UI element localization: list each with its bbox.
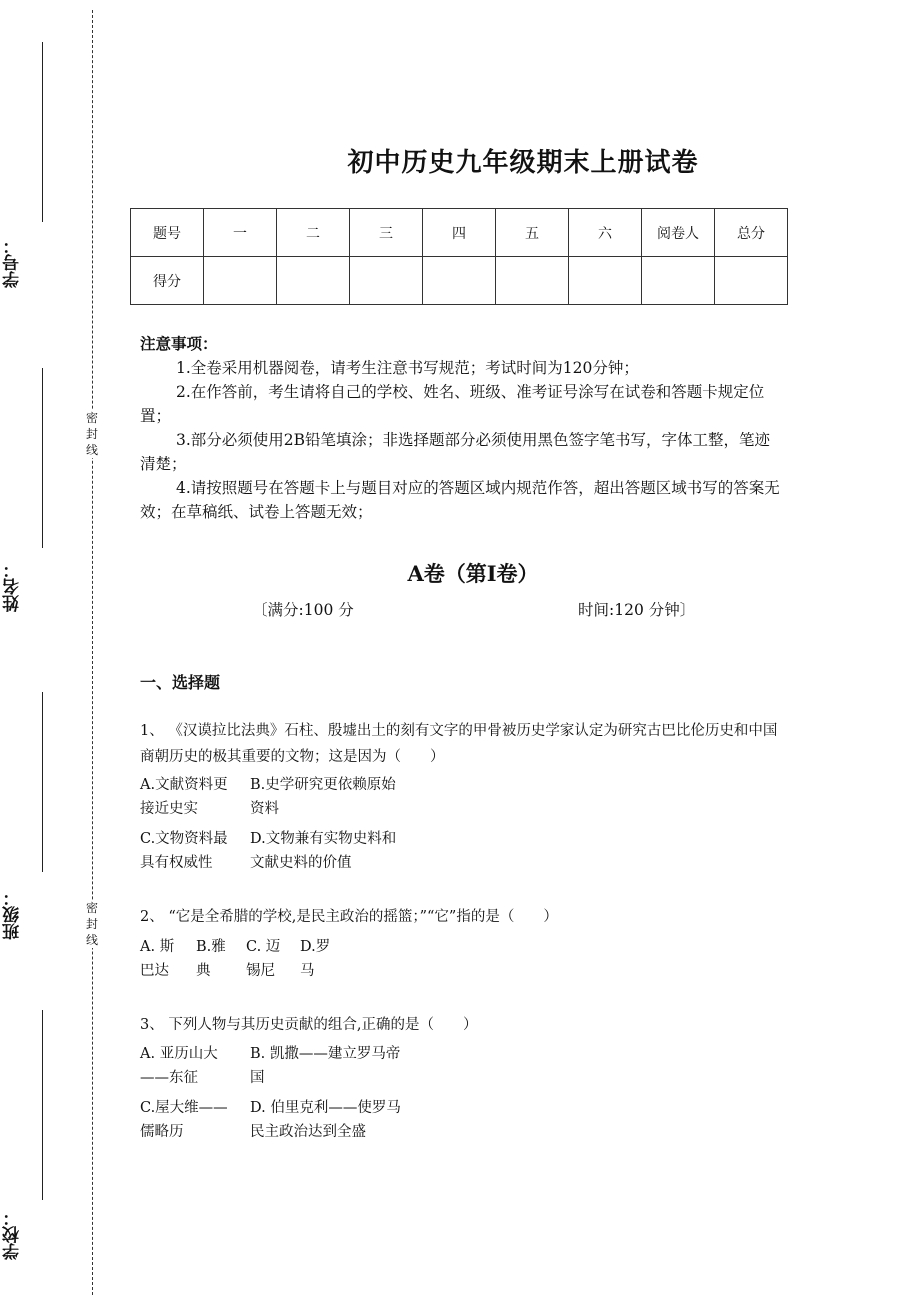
student-id-label: 学号： xyxy=(3,237,23,289)
header-total: 总分 xyxy=(715,209,788,257)
name-line[interactable] xyxy=(42,368,43,548)
score-cell-6[interactable] xyxy=(569,257,642,305)
exam-notes xyxy=(140,332,785,524)
name-label: 姓名： xyxy=(3,561,23,613)
note-item-2: 2.在作答前，考生请将自己的学校、姓名、班级、准考证号涂写在试卷和答题卡规定位置； xyxy=(140,383,765,425)
question-1-stem: 1、 《汉谟拉比法典》石柱、殷墟出土的刻有文字的甲骨被历史学家认定为研究古巴比伦历史和中国商朝历史的极其重要的文物；这是因为（ ） xyxy=(140,723,778,765)
score-table xyxy=(130,208,788,305)
score-cell-4[interactable] xyxy=(423,257,496,305)
question-3-option-b[interactable]: B. 凯撒——建立罗马帝国 xyxy=(250,1046,401,1086)
question-1-option-a[interactable]: A.文献资料更接近史实 xyxy=(140,777,228,817)
note-item-4: 4.请按照题号在答题卡上与题目对应的答题区域内规范作答，超出答题区域书写的答案无效；在草稿纸、试卷上答题无效； xyxy=(140,479,780,521)
score-cell-3[interactable] xyxy=(350,257,423,305)
question-2-option-b[interactable]: B.雅典 xyxy=(196,939,226,979)
class-label: 班级： xyxy=(3,889,23,941)
student-id-line[interactable] xyxy=(42,42,43,222)
score-table-header-row xyxy=(131,209,788,257)
score-cell-2[interactable] xyxy=(277,257,350,305)
question-3-option-a[interactable]: A. 亚历山大——东征 xyxy=(140,1046,218,1086)
notes-heading: 注意事项： xyxy=(140,334,218,353)
school-line[interactable] xyxy=(42,1010,43,1200)
question-2-option-a[interactable]: A. 斯巴达 xyxy=(140,939,175,979)
score-row-label: 得分 xyxy=(131,257,204,305)
class-line[interactable] xyxy=(42,692,43,872)
question-2-stem: 2、 “它是全希腊的学校,是民主政治的摇篮；”“它”指的是（ ） xyxy=(140,909,558,925)
header-section-2: 二 xyxy=(277,209,350,257)
note-item-3: 3.部分必须使用2B铅笔填涂；非选择题部分必须使用黑色签字笔书写，字体工整，笔迹清楚； xyxy=(140,431,771,473)
seal-text-top: 密封线 xyxy=(83,410,101,458)
score-cell-5[interactable] xyxy=(496,257,569,305)
question-2-option-c[interactable]: C. 迈锡尼 xyxy=(246,939,281,979)
school-label: 学校： xyxy=(3,1209,23,1261)
question-2-option-d[interactable]: D.罗马 xyxy=(300,939,331,979)
header-section-3: 三 xyxy=(350,209,423,257)
header-question-no: 题号 xyxy=(131,209,204,257)
header-section-4: 四 xyxy=(423,209,496,257)
paper-title: A卷（第I卷） xyxy=(407,561,539,586)
header-grader: 阅卷人 xyxy=(642,209,715,257)
question-1-option-d[interactable]: D.文物兼有实物史料和文献史料的价值 xyxy=(250,831,397,871)
section-title-choice: 一、选择题 xyxy=(140,673,221,692)
score-cell-1[interactable] xyxy=(204,257,277,305)
time-limit: 时间:120 分钟〕 xyxy=(578,601,696,619)
question-1-option-b[interactable]: B.史学研究更依赖原始资料 xyxy=(250,777,396,817)
header-section-1: 一 xyxy=(204,209,277,257)
note-item-1: 1.全卷采用机器阅卷，请考生注意书写规范；考试时间为120分钟； xyxy=(176,359,639,377)
full-score: 〔满分:100 分 xyxy=(252,601,354,619)
header-section-6: 六 xyxy=(569,209,642,257)
header-section-5: 五 xyxy=(496,209,569,257)
question-3-stem: 3、 下列人物与其历史贡献的组合,正确的是（ ） xyxy=(140,1017,478,1033)
exam-title: 初中历史九年级期末上册试卷 xyxy=(347,148,699,178)
score-cell-grader[interactable] xyxy=(642,257,715,305)
score-cell-total[interactable] xyxy=(715,257,788,305)
seal-text-bottom: 密封线 xyxy=(83,900,101,948)
score-table-score-row xyxy=(131,257,788,305)
question-1-option-c[interactable]: C.文物资料最具有权威性 xyxy=(140,831,228,871)
question-3-option-c[interactable]: C.屋大维——儒略历 xyxy=(140,1100,228,1140)
question-3-option-d[interactable]: D. 伯里克利——使罗马民主政治达到全盛 xyxy=(250,1100,401,1140)
seal-dashed-line xyxy=(92,10,93,1295)
